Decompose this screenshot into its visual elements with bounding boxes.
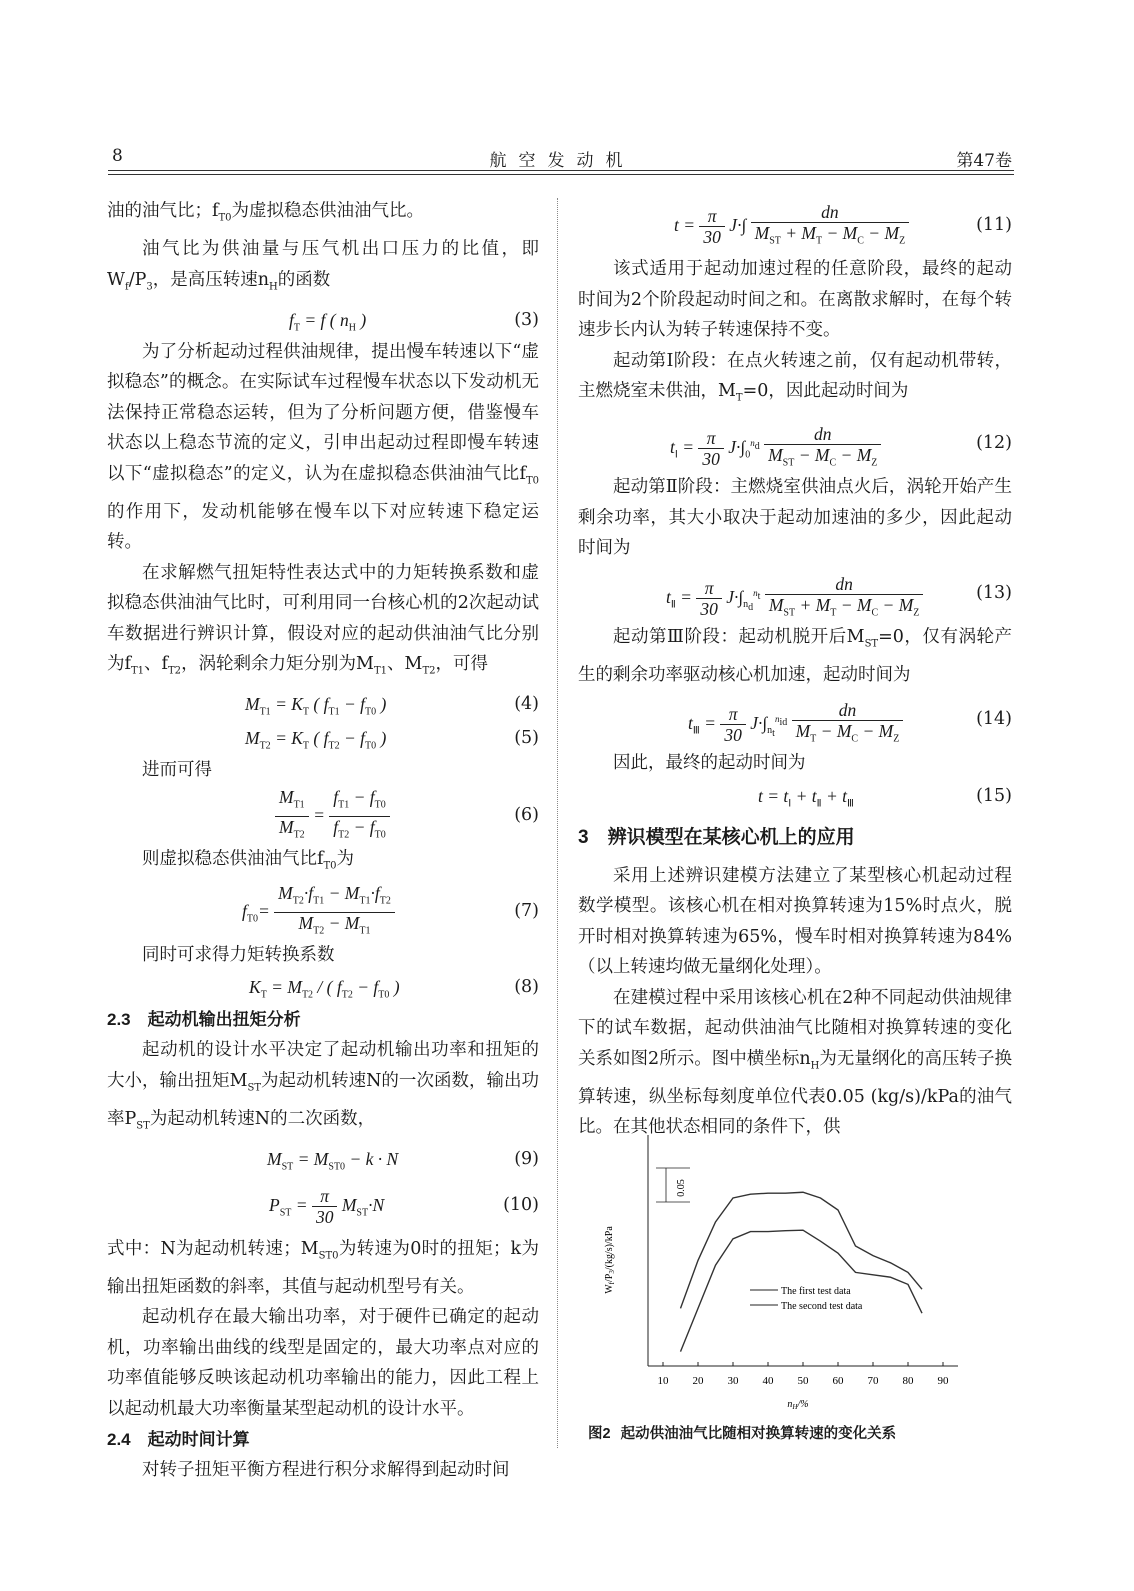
figure-title: 起动供油油气比随相对换算转速的变化关系 [620, 1426, 897, 1442]
paragraph: 在求解燃气扭矩特性表达式中的力矩转换系数和虚拟稳态供油油气比时，可利用同一台核心机的2次起动试车数据进行辨识计算，假设对应的起动供油油气比分别为$f_{T1}$、$f_{T2}$，涡轮剩余力矩分别为$M_{T1}$、$M_{T2}$，可得 [107, 562, 539, 677]
journal-title: 航空发动机 [489, 151, 635, 171]
x-tick-label: 50 [797, 1375, 809, 1387]
equation-6: $\frac{M_{T1}}{M_{T2}}$ = $\frac{f_{T1} - f_{T0}}{f_{T2} - f_{T0}}$ (6) [107, 786, 539, 844]
equation-12: $t_Ⅰ$ = $\frac{\pi}{30}$ $J\cdot\int_0^{n_d}$ $\frac{dn}{M_{ST} - M_C - M_Z}$ (12) [670, 424, 1012, 470]
paragraph: 油气比为供油量与压气机出口压力的比值，即$W_f/P_3$，是高压转速$n_H$的函数 [107, 239, 539, 292]
right-column [578, 196, 1012, 1143]
legend [750, 1286, 863, 1312]
paragraph: 起动机的设计水平决定了起动机输出功率和扭矩的大小，输出扭矩$M_{ST}$为起动机转速N的一次函数，输出功率$P_{ST}$为起动机转速N的二次函数， [107, 1040, 540, 1131]
x-tick-label: 90 [937, 1375, 949, 1387]
scale-label: 0.05 [676, 1179, 687, 1197]
x-tick-label: 30 [727, 1375, 739, 1387]
paragraph: 为了分析起动过程供油规律，提出慢车转速以下“虚拟稳态”的概念。在实际试车过程慢车状态以下发动机无法保持正常稳态运转，但为了分析问题方便，借鉴慢车状态以上稳态节流的定义，引申出起动过程即慢车转速以下“虚拟稳态”的定义，认为在虚拟稳态供油油气比$f_{T0}$的作用下，发动机能够在慢车以下对应转速下稳定运转。 [107, 341, 539, 552]
x-tick-label: 60 [832, 1375, 844, 1387]
series-lines [681, 1192, 923, 1351]
paragraph: 起动第Ⅲ阶段：起动机脱开后$M_{ST}=0$，仅有涡轮产生的剩余功率驱动核心机加速，起动时间为 [578, 626, 1013, 685]
legend-series-2: The second test data [781, 1301, 863, 1312]
x-tick-label: 10 [657, 1375, 669, 1387]
equation-14: $t_Ⅲ$ = $\frac{\pi}{30}$ $J\cdot\int_{n_t}^{n_{id}}$ $\frac{dn}{M_T - M_C - M_Z}$ (14) [688, 700, 1012, 746]
paragraph: 则虚拟稳态供油油气比$f_{T0}$为 [142, 848, 355, 871]
equation-11: t = $\frac{\pi}{30}$ J·∫ $\frac{dn}{M_{ST} + M_T - M_C - M_Z}$ (11) [674, 202, 1012, 248]
equation-3: $f_T = f$ ( $n_H$ ) (3) [289, 309, 539, 333]
paragraph: 同时可求得力矩转换系数 [142, 944, 335, 965]
paragraph: 起动机存在最大输出功率，对于硬件已确定的起动机，功率输出曲线的线型是固定的，最大功率点对应的功率值能够反映该起动机功率输出的能力，因此工程上以起动机最大功率衡量某型起动机的设计水平。 [107, 1307, 539, 1419]
section-heading-2-3: 2.3 起动机输出扭矩分析 [107, 1010, 301, 1029]
equation-7: $f_{T0}=$ $\frac{M_{T2}\cdot f_{T1} - M_{T1}\cdot f_{T2}}{M_{T2} - M_{T1}}$ (7) [242, 883, 539, 937]
equation-10: $P_{ST}$ = $\frac{\pi}{30}$ $M_{ST}\cdot N$ (10) [269, 1185, 539, 1227]
column-divider [557, 198, 558, 1448]
y-axis-label: $W_f/P_3/(kg/s)$/kPa [604, 1226, 616, 1294]
paragraph: 在建模过程中采用该核心机在2种不同起动供油规律下的试车数据，起动供油油气比随相对换算转速的变化关系如图2所示。图中横坐标$n_H$为无量纲化的高压转子换算转速，纵坐标每刻度单位代表0.05 (kg/s)/kPa的油气比。在其他状态相同的条件下，供 [578, 987, 1013, 1137]
equation-5: $M_{T2} = K_T$ ( $f_{T2} - f_{T0}$ ) (5) [245, 728, 539, 752]
x-tick-label: 40 [762, 1375, 774, 1387]
running-header [112, 146, 1012, 170]
scale-bar [656, 1168, 690, 1202]
section-heading-3: 3 辨识模型在某核心机上的应用 [578, 826, 855, 848]
paragraph: 因此，最终的起动时间为 [613, 753, 806, 773]
x-axis-label: $n_H/\%$ [787, 1399, 809, 1411]
header-rule [108, 170, 1014, 171]
figure-2-chart [588, 1130, 978, 1430]
figure-caption [588, 1422, 998, 1443]
left-column [107, 196, 539, 1486]
paragraph: 油的油气比；$f_{T0}$为虚拟稳态供油油气比。 [107, 201, 425, 224]
paragraph: 对转子扭矩平衡方程进行积分求解得到起动时间 [142, 1460, 510, 1480]
x-tick-label: 80 [902, 1375, 914, 1387]
equation-8: $K_T = M_{T2}$ / ( $f_{T2} - f_{T0}$ ) (8) [249, 977, 539, 1001]
x-tick-label: 70 [867, 1375, 879, 1387]
volume-label: 第47卷 [956, 151, 1012, 171]
x-tick-label: 20 [692, 1375, 704, 1387]
figure-label: 图2 [588, 1426, 611, 1442]
equation-9: $M_{ST} = M_{ST0} - k \cdot N$ (9) [267, 1148, 539, 1172]
paragraph: 采用上述辨识建模方法建立了某型核心机起动过程数学模型。该核心机在相对换算转速为15%时点火，脱开时相对换算转速为65%，慢车时相对换算转速为84%（以上转速均做无量纲化处理）。 [578, 865, 1012, 977]
paragraph: 起动第Ⅰ阶段：在点火转速之前，仅有起动机带转，主燃烧室未供油，$M_T=0$，因此起动时间为 [578, 350, 1012, 404]
page-number: 8 [112, 146, 123, 166]
paragraph: 进而可得 [142, 760, 212, 780]
equation-13: $t_Ⅱ$ = $\frac{\pi}{30}$ $J\cdot\int_{n_d}^{n_t}$ $\frac{dn}{M_{ST} + M_T - M_C - M_Z}$ (13) [666, 573, 1012, 619]
equation-4: $M_{T1} = K_T$ ( $f_{T1} - f_{T0}$ ) (4) [245, 694, 539, 718]
section-heading-2-4: 2.4 起动时间计算 [107, 1430, 250, 1449]
legend-series-1: The first test data [781, 1286, 851, 1297]
paragraph: 起动第Ⅱ阶段：主燃烧室供油点火后，涡轮开始产生剩余功率，其大小取决于起动加速油的多少，因此起动时间为 [578, 477, 1012, 558]
paragraph: 该式适用于起动加速过程的任意阶段，最终的起动时间为2个阶段起动时间之和。在离散求解时，在每个转速步长内认为转子转速保持不变。 [578, 259, 1012, 340]
equation-15: $t = t_Ⅰ + t_Ⅱ + t_Ⅲ$ (15) [758, 785, 1012, 809]
paragraph: 式中：N为起动机转速；$M_{ST0}$为转速为0时的扭矩；k为输出扭矩函数的斜率，其值与起动机型号有关。 [107, 1238, 539, 1297]
header-rule-thin [108, 174, 1014, 175]
